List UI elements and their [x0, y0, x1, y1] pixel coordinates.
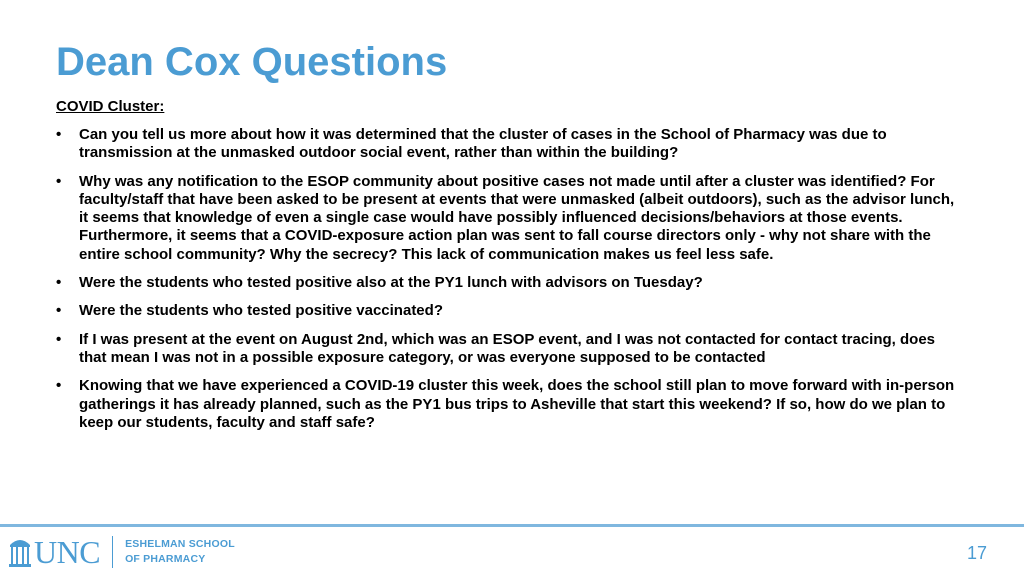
unc-wordmark: UNC: [34, 534, 101, 570]
list-item: [56, 377, 956, 432]
unc-eshelman-logo: [8, 535, 235, 569]
bullet-icon: •: [56, 302, 62, 320]
bullet-text: Were the students who tested positive vaccinated?: [79, 302, 443, 320]
school-name-line-1: ESHELMAN SCHOOL: [125, 538, 235, 550]
school-name: [125, 537, 235, 567]
section-subheading: COVID Cluster:: [56, 98, 165, 115]
page-number: 17: [966, 543, 987, 563]
slide-title: Dean Cox Questions: [56, 40, 448, 84]
school-name-line-2: OF PHARMACY: [125, 553, 206, 565]
old-well-icon: [8, 535, 32, 569]
bullet-icon: •: [56, 172, 62, 190]
list-item: [56, 126, 956, 163]
bullet-text: Were the students who tested positive also at the PY1 lunch with advisors on Tuesday?: [79, 274, 703, 292]
list-item: [56, 302, 956, 320]
bullet-icon: •: [56, 274, 62, 292]
footer-divider: [0, 524, 1024, 527]
bullet-text: Why was any notification to the ESOP community about positive cases not made until after a cluster was identified? For faculty/staff that have been asked to be present at events that were unmasked (albeit outdoors), such as the advisor lunch, it seems that knowledge of even a single case would have possibly influenced decisions/behaviors at those events. Furthermore, it seems that a COVID-exposure action plan was sent to fall course directors only - why not share with the entire school community? Why the secrecy? This lack of communication makes us feel less safe.: [79, 172, 955, 263]
list-item: [56, 173, 956, 264]
list-item: [56, 331, 956, 368]
bullet-list: [56, 126, 956, 442]
logo-divider: [112, 536, 113, 568]
bullet-icon: •: [56, 126, 62, 143]
bullet-icon: •: [56, 330, 62, 348]
bullet-text: Can you tell us more about how it was determined that the cluster of cases in the School of Pharmacy was due to transmission at the unmasked outdoor social event, rather than within the building?: [79, 126, 887, 162]
bullet-text: If I was present at the event on August 2nd, which was an ESOP event, and I was not contacted for contact tracing, does that mean I was not in a possible exposure category, or was everyone supposed to be contacted: [79, 330, 936, 366]
list-item: [56, 274, 956, 292]
bullet-text: Knowing that we have experienced a COVID-19 cluster this week, does the school still plan to move forward with in-person gatherings it has already planned, such as the PY1 bus trips to Asheville that start this weekend? If so, how do we plan to keep our students, faculty and staff safe?: [79, 377, 955, 431]
bullet-icon: •: [56, 377, 62, 395]
